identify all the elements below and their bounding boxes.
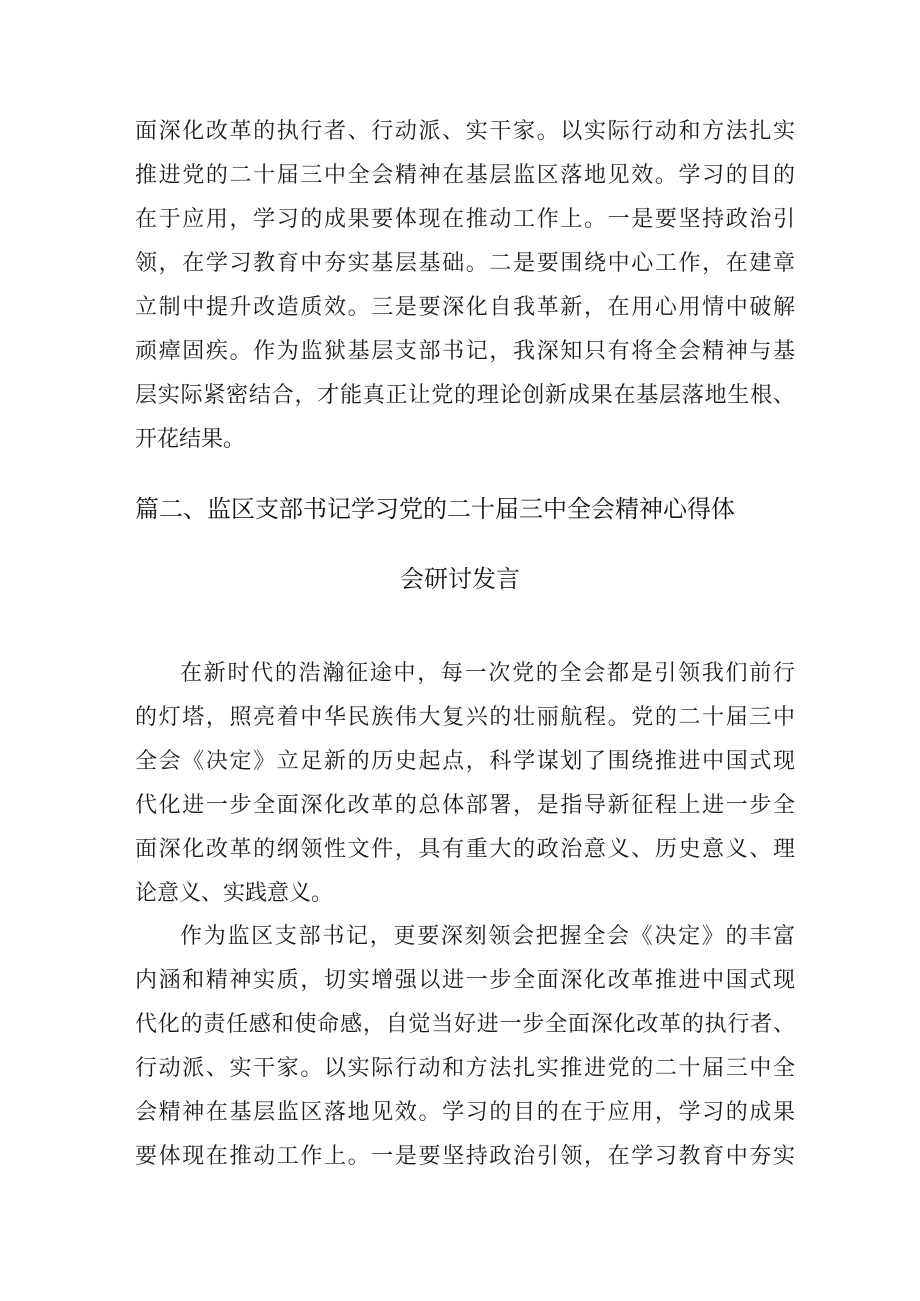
paragraph-line: 代化进一步全面深化改革的总体部署，是指导新征程上进一步全 (135, 793, 795, 818)
paragraph-line: 全会《决定》立足新的历史起点，科学谋划了围绕推进中国式现 (135, 749, 795, 774)
section-heading-line1: 篇二、监区支部书记学习党的二十届三中全会精神心得体 (135, 495, 735, 523)
paragraph-line: 行动派、实干家。以实际行动和方法扎实推进党的二十届三中全 (135, 1056, 795, 1081)
paragraph-line: 顽瘴固疾。作为监狱基层支部书记，我深知只有将全会精神与基 (135, 339, 795, 364)
paragraph-line: 开花结果。 (135, 427, 246, 452)
paragraph-line: 的灯塔，照亮着中华民族伟大复兴的壮丽航程。党的二十届三中 (135, 705, 795, 730)
paragraph-line: 会精神在基层监区落地见效。学习的目的在于应用，学习的成果 (135, 1100, 795, 1125)
paragraph-line: 要体现在推动工作上。一是要坚持政治引领，在学习教育中夯实 (135, 1144, 795, 1169)
paragraph-line: 在于应用，学习的成果要体现在推动工作上。一是要坚持政治引 (135, 207, 795, 232)
section-heading-line2: 会研讨发言 (400, 565, 520, 593)
paragraph-line: 层实际紧密结合，才能真正让党的理论创新成果在基层落地生根、 (135, 383, 795, 408)
paragraph-line: 在新时代的浩瀚征途中，每一次党的全会都是引领我们前行 (180, 661, 795, 686)
paragraph-line: 面深化改革的执行者、行动派、实干家。以实际行动和方法扎实 (135, 119, 795, 144)
paragraph-line: 代化的责任感和使命感，自觉当好进一步全面深化改革的执行者、 (135, 1012, 795, 1037)
paragraph-line: 面深化改革的纲领性文件，具有重大的政治意义、历史意义、理 (135, 837, 795, 862)
paragraph-line: 内涵和精神实质，切实增强以进一步全面深化改革推进中国式现 (135, 968, 795, 993)
paragraph-line: 作为监区支部书记，更要深刻领会把握全会《决定》的丰富 (180, 924, 795, 949)
paragraph-line: 立制中提升改造质效。三是要深化自我革新，在用心用情中破解 (135, 295, 795, 320)
paragraph-line: 推进党的二十届三中全会精神在基层监区落地见效。学习的目的 (135, 163, 795, 188)
paragraph-line: 论意义、实践意义。 (135, 881, 334, 906)
paragraph-line: 领，在学习教育中夯实基层基础。二是要围绕中心工作，在建章 (135, 251, 795, 276)
